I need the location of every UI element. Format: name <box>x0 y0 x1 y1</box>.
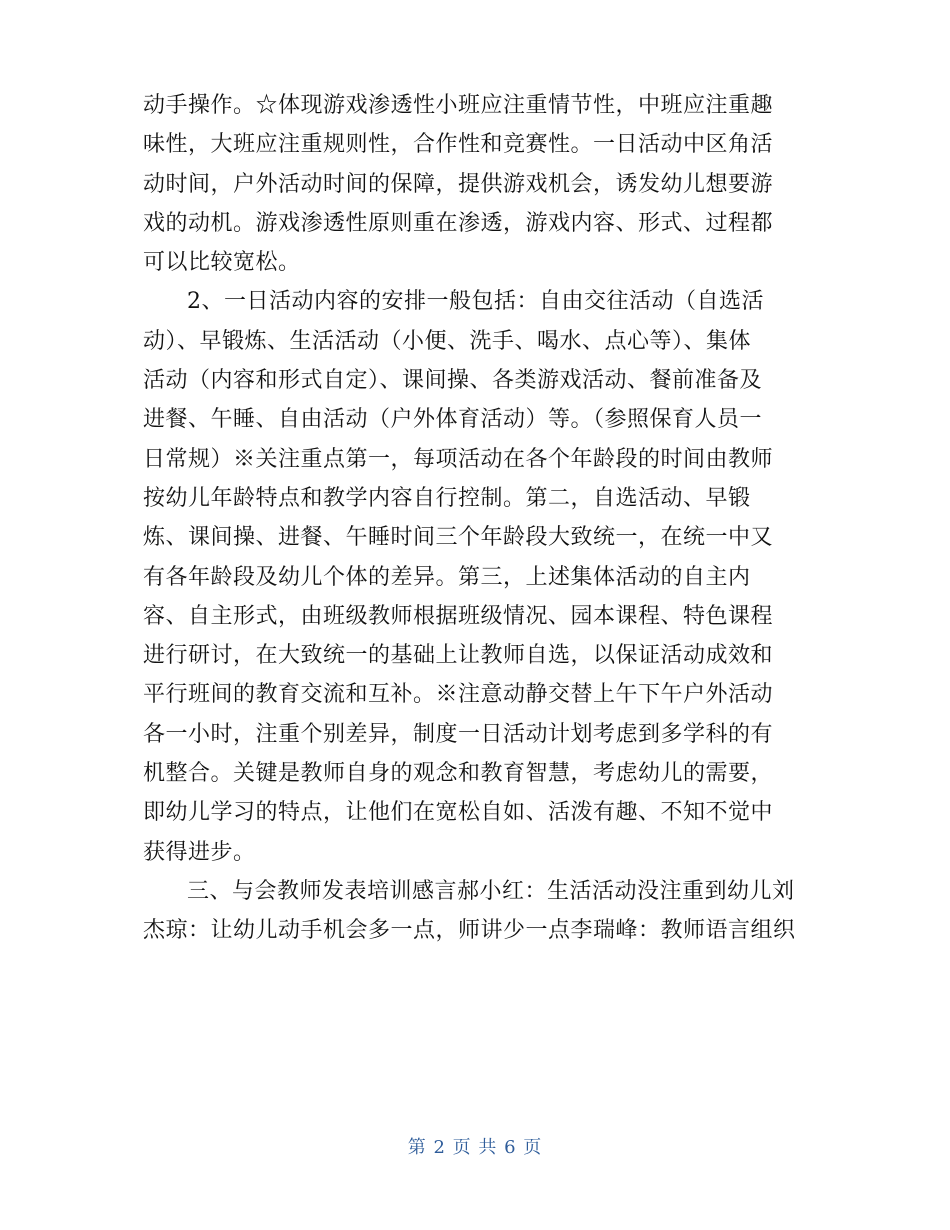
text-line: 味性，大班应注重规则性，合作性和竞赛性。一日活动中区角活 <box>143 132 774 158</box>
text-line: 获得进步。 <box>143 839 256 865</box>
text-line: 日常规）※关注重点第一，每项活动在各个年龄段的时间由教师 <box>143 446 774 472</box>
text-line: 动）、早锻炼、生活活动（小便、洗手、喝水、点心等）、集体 <box>143 328 752 354</box>
text-line: 活动（内容和形式自定）、课间操、各类游戏活动、餐前准备及 <box>143 368 763 394</box>
text-line: 杰琼：让幼儿动手机会多一点，师讲少一点李瑞峰：教师语言组织 <box>143 918 796 944</box>
text-line: 有各年龄段及幼儿个体的差异。第三，上述集体活动的自主内 <box>143 564 751 590</box>
text-line: 即幼儿学习的特点，让他们在宽松自如、活泼有趣、不知不觉中 <box>143 800 774 826</box>
document-body <box>143 86 823 951</box>
paragraph-start-line: 2、一日活动内容的安排一般包括：自由交往活动（自选活 <box>187 289 764 315</box>
text-line: 进行研讨，在大致统一的基础上让教师自选，以保证活动成效和 <box>143 643 774 669</box>
text-line: 戏的动机。游戏渗透性原则重在渗透，游戏内容、形式、过程都 <box>143 210 774 236</box>
text-line: 动手操作。☆体现游戏渗透性小班应注重情节性，中班应注重趣 <box>143 93 774 118</box>
text-line: 进餐、午睡、自由活动（户外体育活动）等。（参照保育人员一 <box>143 407 763 433</box>
text-line: 平行班间的教育交流和互补。※注意动静交替上午下午户外活动 <box>143 682 774 708</box>
text-line: 机整合。关键是教师自身的观念和教育智慧，考虑幼儿的需要， <box>143 761 774 787</box>
text-line: 容、自主形式，由班级教师根据班级情况、园本课程、特色课程 <box>143 603 774 629</box>
paragraph-start-line: 三、与会教师发表培训感言郝小红：生活活动没注重到幼儿刘 <box>187 878 795 904</box>
text-line: 动时间，户外活动时间的保障，提供游戏机会，诱发幼儿想要游 <box>143 171 774 197</box>
page-number-text: 第 2 页 共 6 页 <box>407 1137 543 1158</box>
text-line: 炼、课间操、进餐、午睡时间三个年龄段大致统一，在统一中又 <box>143 525 774 551</box>
page-footer <box>0 1133 950 1159</box>
text-line: 各一小时，注重个别差异，制度一日活动计划考虑到多学科的有 <box>143 721 774 747</box>
text-line: 按幼儿年龄特点和教学内容自行控制。第二，自选活动、早锻 <box>143 485 751 511</box>
text-line: 可以比较宽松。 <box>143 250 301 276</box>
